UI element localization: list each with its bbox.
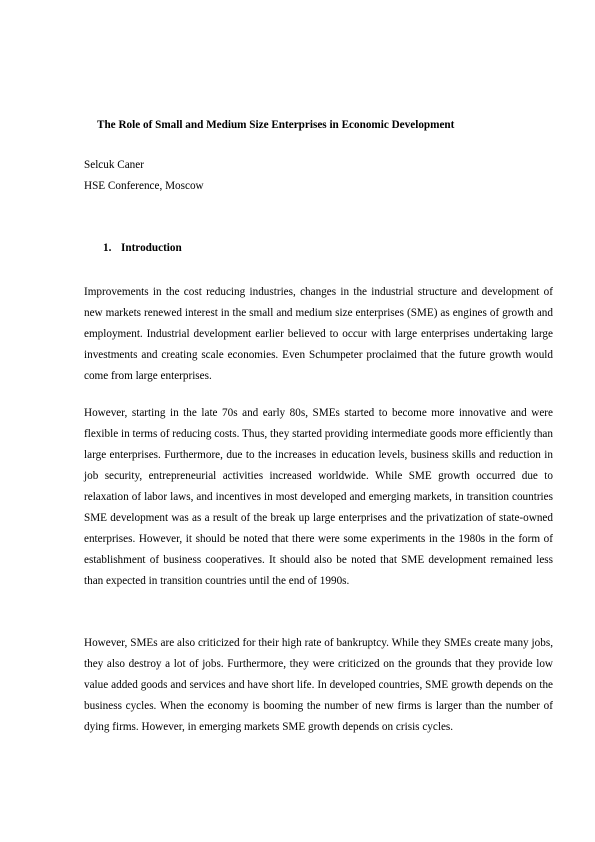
- paragraph-1: Improvements in the cost reducing industries, changes in the industrial structure and development of new markets renewed interest in the small and medium size enterprises (SME) as engines of growth and employment. Industrial development earlier believed to occur with large enterprises undertaking large investments and creating scale economies. Even Schumpeter proclaimed that the future growth would come from large enterprises.: [84, 286, 553, 382]
- section-heading-introduction: [103, 242, 182, 254]
- section-title: Introduction: [121, 242, 182, 254]
- paragraph-2: However, starting in the late 70s and early 80s, SMEs started to become more innovative and were flexible in terms of reducing costs. Thus, they started providing intermediate goods more efficiently than large enterprises. Furthermore, due to the increases in education levels, business skills and reduction in job security, entrepreneurial activities increased worldwide. While SME growth occurred due to relaxation of labor laws, and incentives in most developed and emerging markets, in transition countries SME development was as a result of the break up large enterprises and the privatization of state-owned enterprises. However, it should be noted that there were some experiments in the 1980s in the form of establishment of business cooperatives. It should also be noted that SME development remained less than expected in transition countries until the end of 1990s.: [84, 407, 553, 587]
- author-name: Selcuk Caner: [84, 159, 144, 171]
- paper-title: The Role of Small and Medium Size Enterprises in Economic Development: [97, 119, 455, 131]
- section-number: 1.: [103, 242, 112, 254]
- author-affiliation: HSE Conference, Moscow: [84, 180, 204, 192]
- paragraph-3: However, SMEs are also criticized for their high rate of bankruptcy. While they SMEs create many jobs, they also destroy a lot of jobs. Furthermore, they were criticized on the grounds that they provide low value added goods and services and have short life. In developed countries, SME growth depends on the business cycles. When the economy is booming the number of new firms is larger than the number of dying firms. However, in emerging markets SME growth depends on crisis cycles.: [84, 637, 553, 733]
